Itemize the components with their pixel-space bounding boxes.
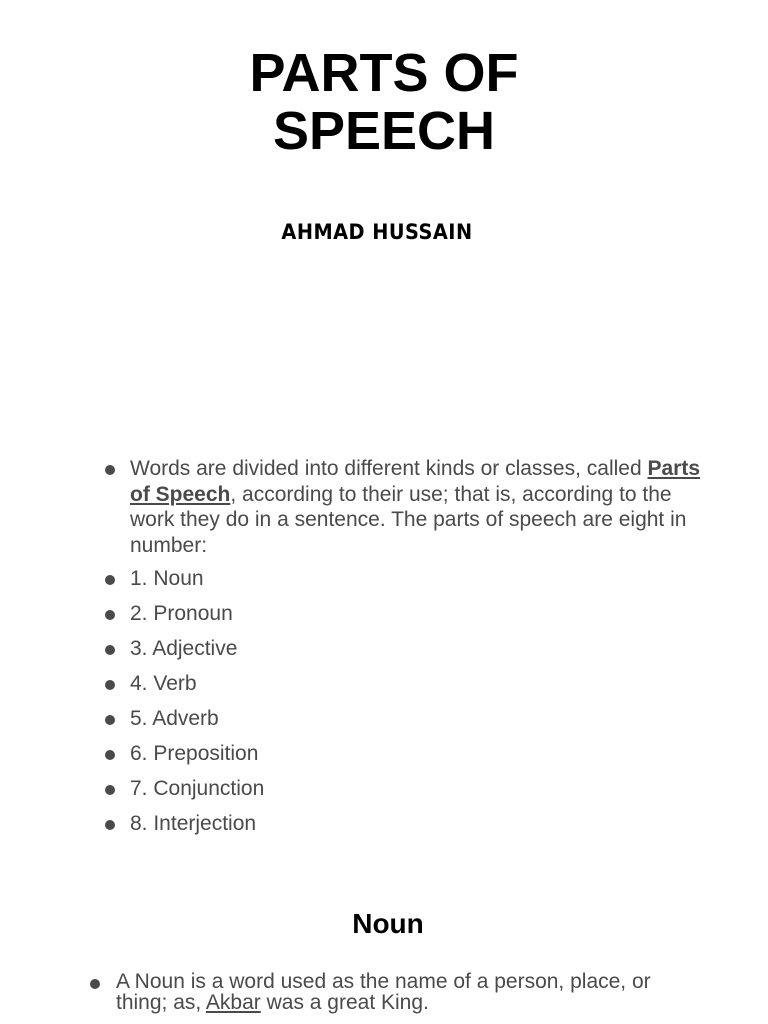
noun-definition-before: A Noun is a word used as the name of a person, place, or thing; as,	[116, 970, 651, 1014]
noun-definition	[90, 971, 690, 1013]
list-item: 2. Pronoun	[105, 601, 705, 636]
noun-definition-after: was a great King.	[260, 991, 429, 1014]
parts-of-speech-term: Parts of Speech	[130, 457, 701, 506]
list-item: 3. Adjective	[105, 636, 705, 671]
list-item: 1. Noun	[105, 566, 705, 601]
author-name: AHMAD HUSSAIN	[281, 220, 473, 244]
list-item: 8. Interjection	[105, 811, 705, 846]
noun-definition-list	[90, 971, 690, 1013]
list-item: 6. Preposition	[105, 741, 705, 776]
page-title	[0, 44, 768, 160]
list-item: 4. Verb	[105, 671, 705, 706]
noun-example-word: Akbar	[205, 991, 261, 1014]
intro-list-item	[105, 456, 705, 558]
intro-text-after: , according to their use; that is, according to the work they do in a sentence. The parts of speech are eight in number:	[130, 482, 687, 557]
list-item: 7. Conjunction	[105, 776, 705, 811]
title-line-2: SPEECH	[272, 101, 496, 161]
noun-heading: Noun	[352, 908, 424, 939]
title-line-1: PARTS OF	[249, 43, 519, 103]
parts-of-speech-list	[105, 456, 705, 846]
list-item: 5. Adverb	[105, 706, 705, 741]
intro-text-before: Words are divided into different kinds or classes, called	[130, 457, 648, 480]
